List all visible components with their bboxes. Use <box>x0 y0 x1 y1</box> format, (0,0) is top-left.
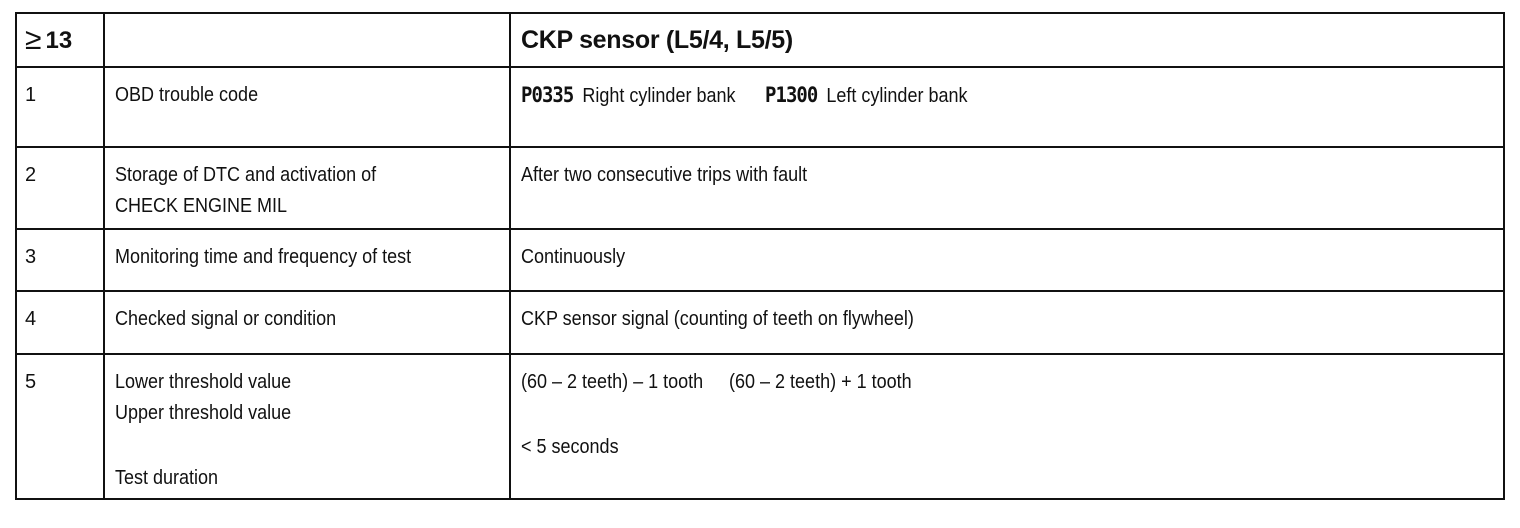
row-value: CKP sensor signal (counting of teeth on flywheel) <box>521 308 914 330</box>
greater-equal-symbol: ≥ <box>25 23 42 56</box>
row-label-cell <box>104 67 510 147</box>
row-label: CHECK ENGINE MIL <box>115 195 288 217</box>
table-row <box>16 354 1504 499</box>
dtc-code: P1300 <box>764 83 818 107</box>
header-empty-cell <box>104 13 510 67</box>
row-value: (60 – 2 teeth) – 1 tooth <box>521 371 704 393</box>
row-label: Checked signal or condition <box>115 308 337 330</box>
row-value-cell <box>510 147 1504 229</box>
row-label-cell <box>104 354 510 499</box>
row-value-cell <box>510 67 1504 147</box>
page-title: CKP sensor (L5/4, L5/5) <box>521 25 793 54</box>
spacer <box>521 398 1503 432</box>
row-number-cell <box>16 354 104 499</box>
row-number-cell <box>16 229 104 291</box>
table-row <box>16 147 1504 229</box>
header-number-cell <box>16 13 104 67</box>
row-value: Continuously <box>521 246 626 268</box>
row-value-cell <box>510 291 1504 354</box>
row-label: Test duration <box>115 467 219 489</box>
row-label: OBD trouble code <box>115 84 259 106</box>
row-number: 3 <box>25 246 37 268</box>
row-number-cell <box>16 147 104 229</box>
row-number-cell <box>16 67 104 147</box>
header-title-cell <box>510 13 1504 67</box>
dtc-code: P0335 <box>521 83 574 107</box>
dtc-description: Left cylinder bank <box>826 85 968 107</box>
row-number-cell <box>16 291 104 354</box>
dtc-line <box>765 80 967 112</box>
dtc-line <box>521 80 735 112</box>
row-label: Monitoring time and frequency of test <box>115 246 412 268</box>
row-number: 5 <box>25 371 37 393</box>
row-value-cell <box>510 229 1504 291</box>
dtc-description: Right cylinder bank <box>582 85 736 107</box>
row-label: Upper threshold value <box>115 402 292 424</box>
obd-test-table <box>15 12 1505 500</box>
spacer <box>115 429 509 463</box>
table-row <box>16 291 1504 354</box>
row-label-cell <box>104 291 510 354</box>
row-value: < 5 seconds <box>521 436 619 458</box>
row-value: After two consecutive trips with fault <box>521 164 808 186</box>
row-label-cell <box>104 147 510 229</box>
row-value: (60 – 2 teeth) + 1 tooth <box>728 371 912 393</box>
row-label: Storage of DTC and activation of <box>115 164 377 186</box>
header-number: 13 <box>45 27 73 54</box>
row-value-cell <box>510 354 1504 499</box>
table-header-row <box>16 13 1504 67</box>
row-number: 1 <box>25 84 37 106</box>
table-row <box>16 67 1504 147</box>
row-number: 2 <box>25 164 37 186</box>
table-row <box>16 229 1504 291</box>
row-label: Lower threshold value <box>115 371 292 393</box>
row-number: 4 <box>25 308 37 330</box>
row-label-cell <box>104 229 510 291</box>
